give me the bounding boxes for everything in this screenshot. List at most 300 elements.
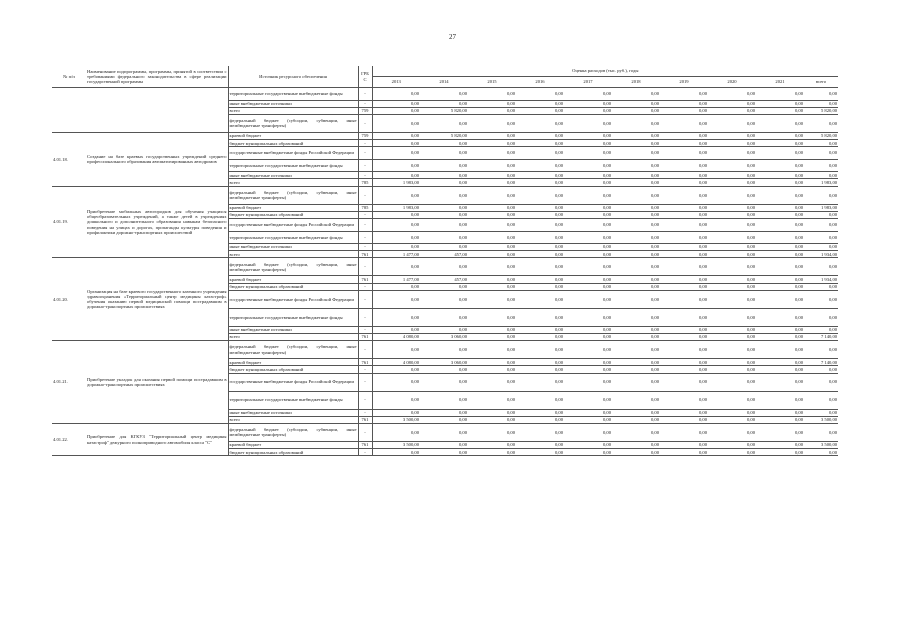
grbs-code: -: [358, 159, 372, 172]
page-number: 27: [449, 33, 456, 41]
value-cell: 0,00: [420, 186, 468, 204]
value-cell: 0,00: [660, 107, 708, 114]
value-cell: 0,00: [756, 140, 804, 147]
value-cell: 0,00: [372, 423, 420, 441]
funding-source: краевой бюджет: [228, 441, 358, 448]
value-cell: 0,00: [420, 423, 468, 441]
value-cell: 0,00: [420, 290, 468, 308]
header-year: 2019: [660, 77, 708, 88]
value-cell: 0,00: [468, 204, 516, 211]
table-body: [52, 88, 838, 456]
funding-source: бюджет муниципальных образований: [228, 140, 358, 147]
grbs-code: -: [358, 211, 372, 218]
value-cell: 0,00: [372, 88, 420, 101]
funding-source: всего: [228, 416, 358, 423]
funding-source: иные внебюджетные источники: [228, 244, 358, 251]
grbs-code: -: [358, 172, 372, 179]
value-cell: 0,00: [660, 159, 708, 172]
value-cell: 0,00: [660, 211, 708, 218]
value-cell: 0,00: [612, 441, 660, 448]
value-cell: 0,00: [564, 159, 612, 172]
value-cell: 0,00: [516, 251, 564, 258]
value-total: 0,00: [804, 186, 838, 204]
value-total: 3 500,00: [804, 441, 838, 448]
grbs-code: -: [358, 290, 372, 308]
value-cell: 5 820,00: [420, 107, 468, 114]
value-cell: 0,00: [468, 186, 516, 204]
value-cell: 0,00: [372, 100, 420, 107]
value-cell: 0,00: [372, 114, 420, 132]
value-cell: 0,00: [564, 441, 612, 448]
value-cell: 0,00: [516, 140, 564, 147]
value-total: 0,00: [804, 159, 838, 172]
value-cell: 0,00: [660, 373, 708, 391]
value-cell: 0,00: [612, 333, 660, 340]
value-cell: 0,00: [756, 276, 804, 283]
value-total: 0,00: [804, 283, 838, 290]
funding-source: краевой бюджет: [228, 132, 358, 139]
funding-source: федеральный бюджет (субсидии, субвенции, иные межбюджетные трансферты): [228, 186, 358, 204]
value-cell: 0,00: [660, 276, 708, 283]
funding-source: государственные внебюджетные фонды Российской Федерации: [228, 147, 358, 160]
value-cell: 0,00: [564, 231, 612, 244]
value-cell: 0,00: [564, 211, 612, 218]
value-cell: 0,00: [660, 409, 708, 416]
value-cell: 0,00: [564, 366, 612, 373]
value-cell: 0,00: [564, 186, 612, 204]
value-cell: 0,00: [708, 114, 756, 132]
value-cell: 0,00: [756, 114, 804, 132]
value-cell: 0,00: [660, 258, 708, 276]
value-cell: 0,00: [660, 441, 708, 448]
value-cell: 0,00: [756, 359, 804, 366]
value-cell: 0,00: [516, 373, 564, 391]
value-cell: 0,00: [372, 409, 420, 416]
value-cell: 3 500,00: [372, 416, 420, 423]
value-cell: 0,00: [564, 114, 612, 132]
value-cell: 0,00: [660, 290, 708, 308]
value-total: 0,00: [804, 290, 838, 308]
item-code: 4.01.19.: [52, 186, 86, 258]
value-cell: 0,00: [756, 100, 804, 107]
value-cell: 0,00: [612, 140, 660, 147]
grbs-code: -: [358, 326, 372, 333]
funding-source: государственные внебюджетные фонды Российской Федерации: [228, 373, 358, 391]
value-cell: 0,00: [708, 147, 756, 160]
header-name: Наименование подпрограммы, программы, принятой в соответствии с требованиями федерального законодательства в сфере реализации государственной программы: [86, 66, 228, 88]
value-cell: 0,00: [420, 100, 468, 107]
value-cell: 0,00: [708, 359, 756, 366]
value-cell: 0,00: [612, 326, 660, 333]
funding-source: всего: [228, 179, 358, 186]
value-cell: 0,00: [660, 204, 708, 211]
grbs-code: 761: [358, 251, 372, 258]
value-total: 0,00: [804, 326, 838, 333]
value-cell: 0,00: [420, 204, 468, 211]
funding-source: всего: [228, 251, 358, 258]
value-cell: 0,00: [660, 88, 708, 101]
grbs-code: 761: [358, 441, 372, 448]
value-cell: 0,00: [420, 409, 468, 416]
value-cell: 0,00: [516, 159, 564, 172]
value-cell: 0,00: [756, 416, 804, 423]
value-cell: 0,00: [612, 308, 660, 326]
value-cell: 0,00: [516, 204, 564, 211]
value-cell: 0,00: [756, 204, 804, 211]
value-cell: 0,00: [420, 88, 468, 101]
value-cell: 0,00: [516, 308, 564, 326]
header-row-1: [52, 66, 838, 77]
value-total: 1 983,00: [804, 204, 838, 211]
value-cell: 0,00: [612, 147, 660, 160]
value-cell: 0,00: [612, 416, 660, 423]
value-cell: 0,00: [564, 373, 612, 391]
value-cell: 1 983,00: [372, 179, 420, 186]
value-cell: 0,00: [708, 391, 756, 409]
value-total: 1 934,00: [804, 251, 838, 258]
value-cell: 0,00: [372, 283, 420, 290]
value-cell: 0,00: [708, 172, 756, 179]
header-year: всего: [804, 77, 838, 88]
value-cell: 0,00: [420, 231, 468, 244]
value-total: 7 140,00: [804, 359, 838, 366]
value-cell: 0,00: [708, 416, 756, 423]
value-cell: 0,00: [756, 449, 804, 456]
value-cell: 0,00: [516, 423, 564, 441]
value-cell: 0,00: [372, 219, 420, 232]
item-code: 4.01.22.: [52, 423, 86, 455]
value-total: 0,00: [804, 100, 838, 107]
grbs-code: 785: [358, 204, 372, 211]
funding-source: территориальные государственные внебюджетные фонды: [228, 308, 358, 326]
value-cell: 0,00: [468, 159, 516, 172]
value-cell: 0,00: [708, 409, 756, 416]
value-cell: 0,00: [660, 147, 708, 160]
value-cell: 0,00: [420, 114, 468, 132]
grbs-code: 761: [358, 333, 372, 340]
grbs-code: -: [358, 423, 372, 441]
value-total: 0,00: [804, 308, 838, 326]
value-total: 0,00: [804, 231, 838, 244]
funding-source: краевой бюджет: [228, 204, 358, 211]
value-cell: 0,00: [420, 449, 468, 456]
funding-source: всего: [228, 107, 358, 114]
value-cell: 0,00: [708, 132, 756, 139]
funding-source: всего: [228, 333, 358, 340]
header-estimate: Оценка расходов (тыс. руб.), годы: [372, 66, 838, 77]
value-cell: 0,00: [468, 132, 516, 139]
value-cell: 0,00: [708, 219, 756, 232]
value-cell: 0,00: [420, 147, 468, 160]
value-cell: 0,00: [516, 359, 564, 366]
item-name: Организация на базе краевого государственного казенного учреждения здравоохранения «Территориальный центр медицины катастроф» обучения оказанию первой медицинской помощи пострадавшим в дорожно-транспортных происшествиях: [86, 258, 228, 341]
value-cell: 0,00: [708, 140, 756, 147]
header-year: 2016: [516, 77, 564, 88]
header-year: 2017: [564, 77, 612, 88]
value-cell: 0,00: [468, 211, 516, 218]
value-cell: 0,00: [564, 290, 612, 308]
value-cell: 0,00: [564, 140, 612, 147]
grbs-code: -: [358, 366, 372, 373]
value-cell: 0,00: [420, 366, 468, 373]
value-cell: 0,00: [516, 88, 564, 101]
value-cell: 0,00: [420, 308, 468, 326]
value-cell: 0,00: [516, 114, 564, 132]
value-cell: 0,00: [420, 373, 468, 391]
value-cell: 0,00: [468, 251, 516, 258]
value-cell: 0,00: [756, 423, 804, 441]
value-cell: 0,00: [612, 204, 660, 211]
value-cell: 457,00: [420, 276, 468, 283]
value-cell: 0,00: [420, 441, 468, 448]
value-cell: 0,00: [468, 290, 516, 308]
value-cell: 0,00: [612, 373, 660, 391]
grbs-code: 759: [358, 107, 372, 114]
value-cell: 0,00: [612, 290, 660, 308]
budget-table: [52, 66, 838, 456]
value-cell: 0,00: [756, 107, 804, 114]
value-total: 0,00: [804, 244, 838, 251]
value-cell: 0,00: [516, 211, 564, 218]
value-cell: 0,00: [612, 341, 660, 359]
value-cell: 0,00: [516, 333, 564, 340]
value-cell: 0,00: [612, 391, 660, 409]
value-cell: 0,00: [564, 423, 612, 441]
value-cell: 0,00: [564, 276, 612, 283]
value-cell: 0,00: [468, 172, 516, 179]
funding-source: федеральный бюджет (субсидии, субвенции, иные межбюджетные трансферты): [228, 114, 358, 132]
table-row: [52, 341, 838, 359]
value-cell: 0,00: [612, 186, 660, 204]
table-row: [52, 423, 838, 441]
value-cell: 0,00: [756, 88, 804, 101]
value-cell: 0,00: [468, 308, 516, 326]
value-cell: 0,00: [708, 333, 756, 340]
value-cell: 0,00: [516, 290, 564, 308]
grbs-code: -: [358, 114, 372, 132]
value-cell: 0,00: [372, 132, 420, 139]
header-source: Источник ресурсного обеспечения: [228, 66, 358, 88]
value-cell: 0,00: [372, 172, 420, 179]
grbs-code: -: [358, 231, 372, 244]
value-cell: 0,00: [708, 373, 756, 391]
value-cell: 0,00: [468, 359, 516, 366]
value-total: 1 983,00: [804, 179, 838, 186]
value-cell: 0,00: [612, 449, 660, 456]
funding-source: федеральный бюджет (субсидии, субвенции, иные межбюджетные трансферты): [228, 341, 358, 359]
value-cell: 0,00: [564, 179, 612, 186]
value-cell: 0,00: [420, 159, 468, 172]
value-cell: 0,00: [660, 366, 708, 373]
value-cell: 0,00: [756, 409, 804, 416]
value-total: 0,00: [804, 258, 838, 276]
value-cell: 0,00: [756, 251, 804, 258]
header-year: 2013: [372, 77, 420, 88]
header-year: 2014: [420, 77, 468, 88]
value-cell: 0,00: [372, 107, 420, 114]
value-cell: 0,00: [468, 244, 516, 251]
item-name: Приобретение укладок для оказания первой помощи пострадавшим в дорожно-транспортных происшествиях: [86, 341, 228, 424]
value-cell: 0,00: [420, 172, 468, 179]
value-cell: 0,00: [708, 159, 756, 172]
value-cell: 0,00: [564, 107, 612, 114]
value-cell: 0,00: [468, 114, 516, 132]
value-cell: 0,00: [708, 100, 756, 107]
funding-source: иные внебюджетные источники: [228, 172, 358, 179]
table-row: [52, 186, 838, 204]
value-cell: 0,00: [612, 159, 660, 172]
value-cell: 0,00: [708, 107, 756, 114]
value-cell: 0,00: [660, 333, 708, 340]
value-cell: 0,00: [708, 231, 756, 244]
value-cell: 0,00: [612, 219, 660, 232]
table-row: [52, 88, 838, 101]
value-cell: 0,00: [756, 172, 804, 179]
grbs-code: 761: [358, 359, 372, 366]
value-cell: 0,00: [660, 100, 708, 107]
value-total: 0,00: [804, 140, 838, 147]
value-cell: 0,00: [564, 326, 612, 333]
value-cell: 0,00: [468, 391, 516, 409]
item-name: [86, 88, 228, 133]
funding-source: иные внебюджетные источники: [228, 409, 358, 416]
value-cell: 0,00: [612, 423, 660, 441]
item-code: 4.01.18.: [52, 132, 86, 186]
value-cell: 0,00: [420, 341, 468, 359]
value-cell: 0,00: [468, 333, 516, 340]
funding-source: иные внебюджетные источники: [228, 326, 358, 333]
value-total: 0,00: [804, 88, 838, 101]
value-cell: 0,00: [612, 114, 660, 132]
value-cell: 0,00: [660, 308, 708, 326]
value-cell: 0,00: [660, 186, 708, 204]
header-num: № п/п: [52, 66, 86, 88]
value-cell: 0,00: [420, 283, 468, 290]
value-cell: 0,00: [612, 211, 660, 218]
item-name: Создание на базе краевых государственных учреждений среднего профессионального образования автоматизированных автодромов: [86, 132, 228, 186]
value-cell: 0,00: [756, 308, 804, 326]
value-cell: 0,00: [516, 326, 564, 333]
value-cell: 0,00: [468, 88, 516, 101]
funding-source: краевой бюджет: [228, 276, 358, 283]
value-cell: 0,00: [756, 211, 804, 218]
value-cell: 0,00: [372, 326, 420, 333]
value-cell: 0,00: [756, 290, 804, 308]
value-cell: 0,00: [564, 132, 612, 139]
value-cell: 0,00: [756, 179, 804, 186]
value-cell: 0,00: [420, 258, 468, 276]
value-total: 5 820,00: [804, 132, 838, 139]
value-cell: 0,00: [516, 449, 564, 456]
value-cell: 0,00: [372, 373, 420, 391]
value-cell: 1 983,00: [372, 204, 420, 211]
value-cell: 0,00: [612, 107, 660, 114]
funding-source: иные внебюджетные источники: [228, 100, 358, 107]
value-cell: 0,00: [612, 276, 660, 283]
value-total: 0,00: [804, 449, 838, 456]
funding-source: территориальные государственные внебюджетные фонды: [228, 231, 358, 244]
value-cell: 0,00: [468, 140, 516, 147]
value-cell: 0,00: [516, 219, 564, 232]
value-cell: 0,00: [708, 204, 756, 211]
value-cell: 0,00: [660, 244, 708, 251]
value-cell: 0,00: [612, 231, 660, 244]
value-cell: 0,00: [468, 366, 516, 373]
value-cell: 1 477,00: [372, 276, 420, 283]
value-cell: 0,00: [564, 251, 612, 258]
value-cell: 0,00: [660, 172, 708, 179]
value-cell: 0,00: [516, 409, 564, 416]
value-total: 0,00: [804, 219, 838, 232]
value-cell: 0,00: [564, 204, 612, 211]
value-total: 3 500,00: [804, 416, 838, 423]
value-cell: 0,00: [660, 251, 708, 258]
value-cell: 0,00: [564, 359, 612, 366]
grbs-code: -: [358, 140, 372, 147]
value-cell: 0,00: [420, 416, 468, 423]
value-total: 1 934,00: [804, 276, 838, 283]
funding-source: бюджет муниципальных образований: [228, 449, 358, 456]
value-cell: 0,00: [660, 326, 708, 333]
value-total: 5 820,00: [804, 107, 838, 114]
value-cell: 0,00: [372, 449, 420, 456]
value-cell: 0,00: [468, 373, 516, 391]
value-cell: 0,00: [372, 140, 420, 147]
value-cell: 0,00: [564, 341, 612, 359]
value-cell: 0,00: [516, 172, 564, 179]
value-cell: 0,00: [612, 172, 660, 179]
table-row: [52, 132, 838, 139]
value-cell: 0,00: [516, 107, 564, 114]
value-cell: 0,00: [372, 258, 420, 276]
value-cell: 0,00: [708, 283, 756, 290]
value-cell: 0,00: [660, 449, 708, 456]
value-cell: 4 080,00: [372, 333, 420, 340]
funding-source: территориальные государственные внебюджетные фонды: [228, 88, 358, 101]
value-cell: 0,00: [564, 283, 612, 290]
grbs-code: -: [358, 258, 372, 276]
value-cell: 3 500,00: [372, 441, 420, 448]
value-cell: 0,00: [660, 359, 708, 366]
value-cell: 0,00: [468, 179, 516, 186]
value-cell: 0,00: [612, 258, 660, 276]
value-cell: 0,00: [420, 211, 468, 218]
value-total: 0,00: [804, 172, 838, 179]
value-cell: 0,00: [756, 333, 804, 340]
value-cell: 0,00: [372, 290, 420, 308]
value-cell: 0,00: [708, 308, 756, 326]
grbs-code: -: [358, 244, 372, 251]
funding-source: федеральный бюджет (субсидии, субвенции, иные межбюджетные трансферты): [228, 423, 358, 441]
value-cell: 0,00: [564, 391, 612, 409]
value-cell: 0,00: [660, 140, 708, 147]
value-cell: 0,00: [372, 341, 420, 359]
value-cell: 0,00: [516, 258, 564, 276]
funding-source: федеральный бюджет (субсидии, субвенции, иные межбюджетные трансферты): [228, 258, 358, 276]
grbs-code: -: [358, 449, 372, 456]
value-cell: 0,00: [612, 100, 660, 107]
value-cell: 0,00: [372, 211, 420, 218]
value-cell: 0,00: [756, 159, 804, 172]
value-cell: 0,00: [564, 449, 612, 456]
value-cell: 0,00: [660, 219, 708, 232]
value-cell: 0,00: [756, 244, 804, 251]
value-cell: 0,00: [516, 416, 564, 423]
funding-source: бюджет муниципальных образований: [228, 211, 358, 218]
value-cell: 0,00: [468, 276, 516, 283]
grbs-code: -: [358, 88, 372, 101]
value-cell: 0,00: [516, 244, 564, 251]
